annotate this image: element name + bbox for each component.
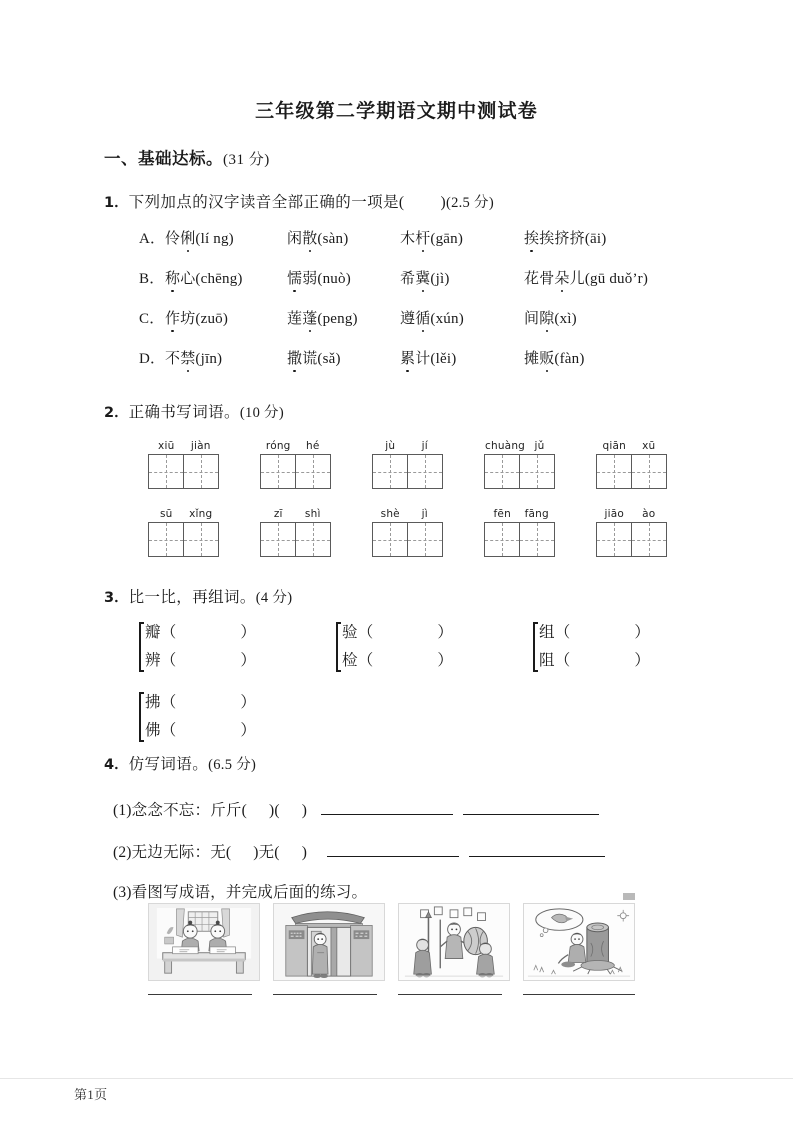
emphasis-dot-char: 挨 (524, 227, 539, 248)
tianzige-word[interactable] (260, 508, 331, 557)
question-2-number: 2． (104, 405, 129, 421)
sub-1-stem: 斤斤( (210, 802, 247, 819)
idiom-answer-line-4[interactable] (523, 993, 635, 995)
choice-c-item-4: 间隙(xì) (524, 307, 577, 328)
emphasis-dot-char: 累 (400, 347, 415, 368)
tianzige-box[interactable] (260, 454, 331, 489)
choice-a-item-3: 木杆(gān) (400, 227, 524, 248)
sub-3-label: (3)看图写成语，并完成后面的练习。 (113, 884, 368, 901)
tianzige-box[interactable] (372, 454, 443, 489)
tianzige-cell[interactable] (597, 455, 631, 488)
emphasis-dot-char: 隙 (539, 307, 554, 328)
compare-char: 阻 (539, 652, 555, 669)
tianzige-cell[interactable] (183, 523, 218, 556)
choice-d-item-3: 累计(lěi) (400, 347, 524, 368)
choice-row-b[interactable] (139, 267, 648, 288)
idiom-answer-line-3[interactable] (398, 993, 502, 995)
tianzige-word[interactable] (148, 440, 219, 489)
question-4-number: 4． (104, 757, 129, 773)
question-1-points: (2.5 分) (445, 195, 494, 211)
word-pair-line[interactable]: 检（ ） (342, 652, 454, 669)
idiom-picture-block-4 (523, 903, 635, 995)
compare-char: 佛 (145, 722, 161, 739)
emphasis-dot-char: 俐 (180, 227, 195, 248)
tianzige-word[interactable] (484, 508, 555, 557)
choice-c-item-1: 作坊(zuō) (165, 307, 287, 328)
footer-divider (0, 1078, 793, 1079)
question-4-text: 仿写词语。 (128, 756, 209, 773)
idiom-picture-strip (148, 903, 635, 995)
choice-a-item-2: 闲散(sàn) (287, 227, 400, 248)
idiom-picture-block-3 (398, 903, 510, 995)
emphasis-dot-char: 作 (165, 307, 180, 328)
page-number-footer: 第1页 (74, 1087, 108, 1102)
tianzige-cell[interactable] (631, 455, 666, 488)
tianzige-box[interactable] (148, 454, 219, 489)
tianzige-cell[interactable] (149, 523, 183, 556)
tianzige-cell[interactable] (149, 455, 183, 488)
question-4-heading (104, 752, 256, 774)
idiom-illustration-2 (273, 903, 385, 981)
emphasis-dot-char: 杆 (415, 227, 430, 248)
tianzige-cell[interactable] (631, 523, 666, 556)
emphasis-dot-char: 贩 (539, 347, 554, 368)
tianzige-box[interactable] (372, 522, 443, 557)
tianzige-row-2 (148, 508, 667, 557)
tianzige-cell[interactable] (295, 523, 330, 556)
brace-icon (530, 620, 539, 674)
question-3-number: 3． (104, 590, 129, 606)
tianzige-cell[interactable] (261, 523, 295, 556)
tianzige-word[interactable] (372, 440, 443, 489)
pinyin-label: xiū jiàn (158, 440, 211, 452)
brace-icon (136, 690, 145, 744)
answer-underline[interactable] (469, 842, 605, 857)
compare-char: 拂 (145, 694, 161, 711)
compare-char: 瓣 (145, 624, 161, 641)
choice-b-item-4: 花骨朵儿(gū duǒ’r) (524, 267, 648, 288)
tianzige-row-1 (148, 440, 667, 489)
tianzige-word[interactable] (372, 508, 443, 557)
pinyin-label: chuàng jǔ (485, 440, 545, 452)
tianzige-box[interactable] (260, 522, 331, 557)
idiom-illustration-3 (398, 903, 510, 981)
word-pair-line[interactable]: 辨（ ） (145, 652, 257, 669)
choice-d-item-4: 摊贩(fàn) (524, 347, 585, 368)
sub-2-end: ) (301, 844, 308, 861)
question-4-sub-2[interactable] (113, 840, 605, 862)
word-pair-line[interactable]: 验（ ） (342, 624, 454, 641)
emphasis-dot-char: 蓬 (302, 307, 317, 328)
tianzige-cell[interactable] (295, 455, 330, 488)
question-1-text: 下列加点的汉字读音全部正确的一项是( (128, 194, 405, 211)
word-pair-line[interactable]: 瓣（ ） (145, 624, 257, 641)
tianzige-box[interactable] (596, 522, 667, 557)
pinyin-label: qiān xū (602, 440, 656, 452)
answer-underline[interactable] (463, 800, 599, 815)
brace-icon (136, 620, 145, 674)
choice-b-item-1: 称心(chēng) (165, 267, 287, 288)
question-2-heading (104, 400, 284, 422)
tianzige-word[interactable] (484, 440, 555, 489)
tianzige-cell[interactable] (261, 455, 295, 488)
tianzige-cell[interactable] (407, 455, 442, 488)
choice-b-item-2: 懦弱(nuò) (287, 267, 400, 288)
pinyin-label: zī shì (273, 508, 321, 520)
sub-1-end: ) (301, 802, 308, 819)
choice-row-d[interactable] (139, 347, 585, 368)
word-pair-group-2 (333, 620, 453, 674)
question-3-heading (104, 585, 292, 607)
tianzige-cell[interactable] (519, 455, 554, 488)
emphasis-dot-char: 禁 (180, 347, 195, 368)
tianzige-cell[interactable] (485, 455, 519, 488)
sub-1-mid: )( (268, 802, 280, 819)
idiom-illustration-4 (523, 903, 635, 981)
section-label: 一、基础达标。 (104, 149, 223, 168)
idiom-picture-block-1 (148, 903, 260, 995)
choice-row-c[interactable] (139, 307, 577, 328)
word-pair-line[interactable]: 拂（ ） (145, 694, 257, 711)
tianzige-word[interactable] (148, 508, 219, 557)
page-title: 三年级第二学期语文期中测试卷 (255, 100, 538, 122)
question-4-sub-1[interactable] (113, 798, 599, 820)
emphasis-dot-char: 称 (165, 267, 180, 288)
emphasis-dot-char: 骨朵儿 (539, 267, 585, 288)
pinyin-label: jù jí (385, 440, 428, 452)
tianzige-box[interactable] (596, 454, 667, 489)
question-1-tail: ) (440, 194, 446, 211)
choice-b-item-3: 希冀(jì) (400, 267, 524, 288)
emphasis-dot-char: 冀 (415, 267, 430, 288)
emphasis-dot-char: 懦 (287, 267, 302, 288)
tianzige-cell[interactable] (485, 523, 519, 556)
choice-letter-d: D． (139, 351, 166, 367)
question-4-points: (6.5 分) (208, 757, 257, 773)
question-1-heading (104, 190, 494, 212)
tianzige-cell[interactable] (407, 523, 442, 556)
idiom-answer-line-1[interactable] (148, 993, 252, 995)
pinyin-label: róng hé (265, 440, 320, 452)
question-2-text: 正确书写词语。 (128, 404, 240, 421)
tianzige-box[interactable] (484, 454, 555, 489)
question-1-number: 1． (104, 195, 129, 211)
word-pair-line[interactable]: 组（ ） (539, 624, 651, 641)
emphasis-dot-char: 撒 (287, 347, 302, 368)
sub-1-label: (1)念念不忘： (113, 802, 211, 819)
word-pair-group-4 (136, 690, 256, 744)
pinyin-label: jiāo ào (604, 508, 656, 520)
choice-c-item-3: 遵循(xún) (400, 307, 524, 328)
choice-row-a[interactable] (139, 227, 606, 248)
emphasis-dot-char: 散 (302, 227, 317, 248)
tianzige-cell[interactable] (373, 455, 407, 488)
compare-char: 组 (539, 624, 555, 641)
tianzige-cell[interactable] (373, 523, 407, 556)
section-points: (31 分) (223, 152, 270, 168)
answer-underline[interactable] (327, 842, 459, 857)
idiom-illustration-1 (148, 903, 260, 981)
tianzige-word[interactable] (596, 440, 667, 489)
word-pair-line[interactable]: 阻（ ） (539, 652, 651, 669)
pinyin-label: fēn fāng (493, 508, 549, 520)
compare-char: 检 (342, 652, 358, 669)
word-pair-group-3 (530, 620, 650, 674)
tianzige-cell[interactable] (597, 523, 631, 556)
tianzige-word[interactable] (596, 508, 667, 557)
choice-letter-c: C． (139, 311, 165, 327)
choice-letter-b: B． (139, 271, 165, 287)
sub-2-mid: )无( (253, 844, 280, 861)
choice-a-item-4: 挨挨挤挤(āi) (524, 227, 606, 248)
compare-char: 验 (342, 624, 358, 641)
idiom-answer-line-2[interactable] (273, 993, 377, 995)
tianzige-cell[interactable] (183, 455, 218, 488)
choice-d-item-2: 撒谎(sǎ) (287, 347, 400, 368)
pinyin-label: sū xǐng (159, 508, 213, 520)
sub-2-label: (2)无边无际： (113, 844, 211, 861)
tianzige-word[interactable] (260, 440, 331, 489)
choice-a-item-1: 伶俐(lí ng) (165, 227, 287, 248)
choice-d-item-1: 不禁(jīn) (165, 347, 287, 368)
tianzige-cell[interactable] (519, 523, 554, 556)
sub-2-stem: 无( (210, 844, 232, 861)
emphasis-dot-char: 循 (415, 307, 430, 328)
choice-c-item-2: 莲蓬(peng) (287, 307, 400, 328)
word-pair-line[interactable]: 佛（ ） (145, 722, 257, 739)
question-3-points: (4 分) (255, 590, 293, 606)
tianzige-box[interactable] (148, 522, 219, 557)
scan-artifact-mark (623, 893, 635, 900)
idiom-picture-block-2 (273, 903, 385, 995)
section-heading (104, 145, 270, 169)
word-pair-group-1 (136, 620, 256, 674)
question-4-sub-3 (113, 880, 367, 902)
choice-letter-a: A． (139, 231, 166, 247)
pinyin-label: shè jì (380, 508, 428, 520)
brace-icon (333, 620, 342, 674)
answer-underline[interactable] (321, 800, 453, 815)
question-2-points: (10 分) (239, 405, 284, 421)
compare-char: 辨 (145, 652, 161, 669)
tianzige-box[interactable] (484, 522, 555, 557)
question-3-text: 比一比，再组词。 (128, 589, 256, 606)
